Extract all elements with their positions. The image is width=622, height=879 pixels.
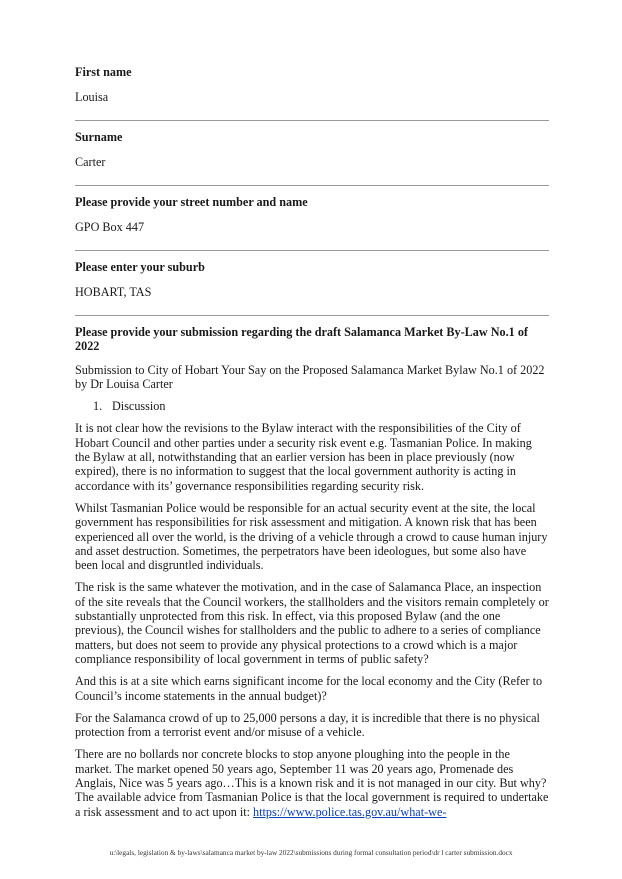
paragraph: For the Salamanca crowd of up to 25,000 persons a day, it is incredible that there is no physical protection from a terrorist event and/or misuse of a vehicle. — [75, 710, 540, 740]
suburb-value: HOBART, TAS — [75, 285, 152, 299]
street-field — [75, 195, 549, 245]
surname-field — [75, 130, 549, 180]
paragraph: The risk is the same whatever the motivation, and in the case of Salamanca Place, an inspection of the site reveals that the Council workers, the stallholders and the visitors remain completely or substantially unprotected from this risk. In effect, via this proposed Bylaw (and the one previous), the Council wishes for stallholders and the public to adhere to a series of compliance matters, but does not seem to provide any physical protections to a crowd which is a major compliance responsibility of local government in terms of public safety? — [75, 580, 549, 666]
suburb-label: Please enter your suburb — [75, 260, 205, 274]
paragraph-text: There are no bollards nor concrete blocks to stop anyone ploughing into the people in the market. The market opened 50 years ago, September 11 was 20 years ago, Promenade des Anglais, Nice was 5 years ago…This is a known risk and it is not managed in our city. But why? The available advice from Tasmanian Police is that the local government is required to undertake a risk assessment and to act upon it: — [75, 747, 549, 819]
surname-label: Surname — [75, 130, 123, 144]
first-name-label: First name — [75, 65, 132, 79]
list-item — [75, 399, 549, 413]
street-value: GPO Box 447 — [75, 220, 145, 234]
first-name-value: Louisa — [75, 90, 109, 104]
divider — [75, 315, 549, 316]
paragraph — [75, 747, 549, 818]
surname-value: Carter — [75, 155, 106, 169]
divider — [75, 250, 549, 251]
police-website-link[interactable]: https://www.police.tas.gov.au/what-we- — [253, 804, 447, 819]
paragraph: Whilst Tasmanian Police would be responsible for an actual security event at the site, the local government has responsibilities for risk assessment and mitigation. A known risk that has been experienced all over the world, is the driving of a vehicle through a crowd to cause human injury and asset destruction. Sometimes, the perpetrators have been ideologues, but some also have been local and disgruntled individuals. — [75, 500, 548, 573]
street-label: Please provide your street number and name — [75, 195, 308, 209]
paragraph: And this is at a site which earns significant income for the local economy and the City (Refer to Council’s income statements in the annual budget)? — [75, 674, 543, 703]
paragraph: It is not clear how the revisions to the Bylaw interact with the responsibilities of the City of Hobart Council and other parties under a security risk event e.g. Tasmanian Police. In making the Bylaw at all, notwithstanding that an earlier version has been in place previously (now expired), there is no information to suggest that the local government authority is acting in accordance with its’ governance responsibilities regarding security risk. — [75, 421, 532, 493]
submission-intro: Submission to City of Hobart Your Say on the Proposed Salamanca Market Bylaw No.1 of 2022 by Dr Louisa Carter — [75, 362, 545, 391]
submission-label: Please provide your submission regarding the draft Salamanca Market By-Law No.1 of 2022 — [75, 325, 528, 354]
form-content — [75, 65, 549, 827]
suburb-field — [75, 260, 549, 310]
list-number: 1. — [93, 399, 103, 414]
divider — [75, 120, 549, 121]
file-path-footer: u:\legals, legislation & by-laws\salamanca market by-law 2022\submissions during formal consultation period\dr l carter submission.docx — [109, 848, 513, 857]
first-name-field — [75, 65, 549, 115]
list-heading: Discussion — [112, 399, 166, 414]
submission-section — [75, 325, 549, 819]
divider — [75, 185, 549, 186]
